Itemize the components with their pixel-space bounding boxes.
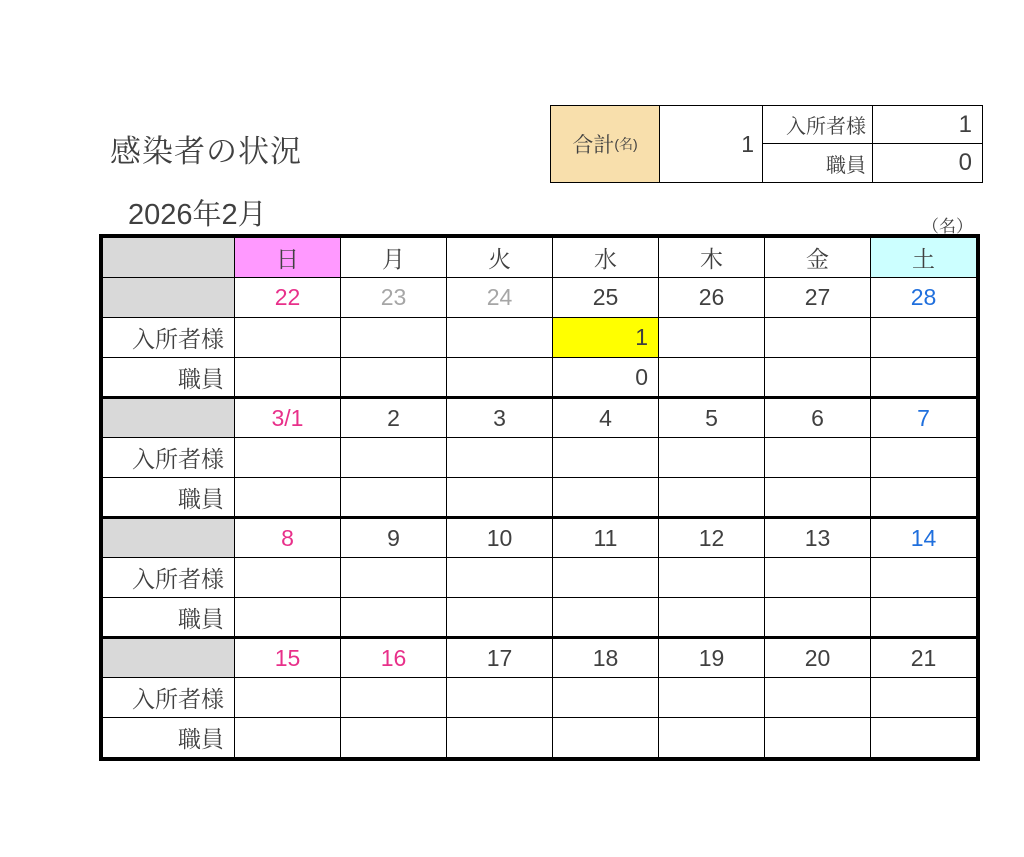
calendar-weekday-header: 日 xyxy=(235,238,341,278)
calendar-residents-row xyxy=(103,438,977,478)
calendar-date-cell[interactable]: 8 xyxy=(235,518,341,558)
calendar-residents-cell[interactable] xyxy=(659,438,765,478)
calendar-residents-cell[interactable] xyxy=(341,678,447,718)
unit-note: （名） xyxy=(922,217,973,236)
calendar-staff-cell[interactable] xyxy=(447,478,553,518)
calendar-residents-row xyxy=(103,678,977,718)
calendar-staff-row-label: 職員 xyxy=(103,478,235,518)
calendar-date-cell[interactable]: 4 xyxy=(553,398,659,438)
calendar-weekday-header: 金 xyxy=(765,238,871,278)
calendar-staff-cell[interactable] xyxy=(341,598,447,638)
calendar-residents-cell[interactable] xyxy=(447,678,553,718)
calendar-residents-cell[interactable] xyxy=(659,318,765,358)
calendar-staff-cell[interactable] xyxy=(341,358,447,398)
summary-row-residents-value: 1 xyxy=(873,105,983,144)
calendar-weekday-header: 水 xyxy=(553,238,659,278)
calendar-date-cell[interactable]: 20 xyxy=(765,638,871,678)
calendar-staff-cell[interactable] xyxy=(871,718,977,758)
calendar-residents-cell[interactable] xyxy=(447,318,553,358)
summary-total-label xyxy=(550,105,660,183)
calendar-date-row xyxy=(103,398,977,438)
calendar-weekday-header: 木 xyxy=(659,238,765,278)
calendar-staff-row xyxy=(103,478,977,518)
calendar-date-row-label xyxy=(103,398,235,438)
calendar-residents-cell[interactable] xyxy=(659,678,765,718)
calendar-residents-row-label: 入所者様 xyxy=(103,678,235,718)
page-subtitle: 2026年2月 xyxy=(128,199,267,231)
summary-total-label-unit: (名) xyxy=(614,136,638,152)
calendar-date-cell[interactable]: 5 xyxy=(659,398,765,438)
calendar-date-row-label xyxy=(103,518,235,558)
calendar-staff-cell[interactable]: 0 xyxy=(553,358,659,398)
calendar-date-cell[interactable]: 10 xyxy=(447,518,553,558)
calendar-date-cell[interactable]: 26 xyxy=(659,278,765,318)
calendar-staff-cell[interactable] xyxy=(235,718,341,758)
calendar-date-cell[interactable]: 3/1 xyxy=(235,398,341,438)
calendar-weekday-header: 月 xyxy=(341,238,447,278)
calendar-date-cell[interactable]: 7 xyxy=(871,398,977,438)
calendar-date-row xyxy=(103,518,977,558)
calendar-residents-cell[interactable] xyxy=(553,438,659,478)
calendar-residents-cell[interactable] xyxy=(341,438,447,478)
calendar-staff-cell[interactable] xyxy=(341,718,447,758)
calendar-date-cell[interactable]: 6 xyxy=(765,398,871,438)
calendar-date-row xyxy=(103,638,977,678)
summary-total-value: 1 xyxy=(660,105,763,183)
calendar-staff-cell[interactable] xyxy=(765,478,871,518)
calendar-residents-cell[interactable] xyxy=(765,318,871,358)
calendar-date-cell[interactable]: 18 xyxy=(553,638,659,678)
calendar-staff-cell[interactable] xyxy=(871,358,977,398)
calendar-date-cell[interactable]: 15 xyxy=(235,638,341,678)
calendar-staff-row xyxy=(103,358,977,398)
calendar-date-cell[interactable]: 11 xyxy=(553,518,659,558)
calendar-date-cell[interactable]: 19 xyxy=(659,638,765,678)
calendar-date-cell[interactable]: 13 xyxy=(765,518,871,558)
calendar-staff-cell[interactable] xyxy=(553,478,659,518)
calendar-date-cell[interactable]: 27 xyxy=(765,278,871,318)
calendar-staff-cell[interactable] xyxy=(341,478,447,518)
calendar-staff-cell[interactable] xyxy=(765,598,871,638)
calendar-residents-cell[interactable] xyxy=(235,678,341,718)
calendar-date-cell[interactable]: 17 xyxy=(447,638,553,678)
calendar-weekday-header: 火 xyxy=(447,238,553,278)
calendar-residents-cell[interactable] xyxy=(341,558,447,598)
calendar-residents-cell[interactable] xyxy=(447,438,553,478)
calendar-residents-cell[interactable] xyxy=(235,318,341,358)
calendar-staff-cell[interactable] xyxy=(235,598,341,638)
summary-row-staff-label: 職員 xyxy=(763,144,873,183)
calendar-staff-cell[interactable] xyxy=(659,358,765,398)
calendar-staff-row-label: 職員 xyxy=(103,598,235,638)
calendar-date-cell[interactable]: 24 xyxy=(447,278,553,318)
calendar-staff-cell[interactable] xyxy=(871,478,977,518)
summary-row-residents-label: 入所者様 xyxy=(763,105,873,144)
calendar-staff-cell[interactable] xyxy=(765,718,871,758)
calendar-staff-cell[interactable] xyxy=(659,718,765,758)
calendar-date-cell[interactable]: 9 xyxy=(341,518,447,558)
calendar-date-cell[interactable]: 28 xyxy=(871,278,977,318)
calendar-date-cell[interactable]: 3 xyxy=(447,398,553,438)
calendar-residents-cell[interactable] xyxy=(765,558,871,598)
summary-row-staff xyxy=(763,144,983,183)
calendar-date-row-label xyxy=(103,278,235,318)
calendar-staff-cell[interactable] xyxy=(659,478,765,518)
calendar-residents-cell[interactable] xyxy=(553,558,659,598)
calendar-residents-row-label: 入所者様 xyxy=(103,438,235,478)
infection-calendar-table xyxy=(102,237,977,758)
page-title: 感染者の状況 xyxy=(110,134,302,169)
calendar-staff-row xyxy=(103,598,977,638)
calendar-residents-row xyxy=(103,318,977,358)
calendar-residents-cell[interactable]: 1 xyxy=(553,318,659,358)
calendar-staff-cell[interactable] xyxy=(765,358,871,398)
summary-row-staff-value: 0 xyxy=(873,144,983,183)
calendar-residents-cell[interactable] xyxy=(235,558,341,598)
calendar-staff-cell[interactable] xyxy=(553,598,659,638)
calendar-date-cell[interactable]: 25 xyxy=(553,278,659,318)
calendar-staff-cell[interactable] xyxy=(553,718,659,758)
calendar-staff-cell[interactable] xyxy=(659,598,765,638)
calendar-residents-cell[interactable] xyxy=(871,558,977,598)
calendar-staff-row-label: 職員 xyxy=(103,358,235,398)
calendar-staff-cell[interactable] xyxy=(235,358,341,398)
calendar-date-cell[interactable]: 22 xyxy=(235,278,341,318)
calendar-weekday-header: 土 xyxy=(871,238,977,278)
calendar-date-cell[interactable]: 2 xyxy=(341,398,447,438)
calendar-residents-cell[interactable] xyxy=(871,318,977,358)
calendar-staff-row xyxy=(103,718,977,758)
calendar-date-cell[interactable]: 21 xyxy=(871,638,977,678)
calendar-residents-cell[interactable] xyxy=(447,558,553,598)
calendar-date-cell[interactable]: 16 xyxy=(341,638,447,678)
calendar-date-cell[interactable]: 23 xyxy=(341,278,447,318)
calendar-staff-cell[interactable] xyxy=(447,598,553,638)
summary-panel xyxy=(550,105,983,183)
calendar-weekday-header-row xyxy=(103,238,977,278)
calendar-residents-cell[interactable] xyxy=(341,318,447,358)
calendar-residents-cell[interactable] xyxy=(765,438,871,478)
calendar-date-cell[interactable]: 12 xyxy=(659,518,765,558)
calendar-date-cell[interactable]: 14 xyxy=(871,518,977,558)
calendar-staff-cell[interactable] xyxy=(447,718,553,758)
summary-total-label-text: 合計 xyxy=(572,134,615,157)
calendar-residents-row-label: 入所者様 xyxy=(103,558,235,598)
calendar-staff-cell[interactable] xyxy=(447,358,553,398)
calendar-residents-cell[interactable] xyxy=(659,558,765,598)
calendar-corner-cell xyxy=(103,238,235,278)
calendar-residents-row-label: 入所者様 xyxy=(103,318,235,358)
calendar-residents-cell[interactable] xyxy=(235,438,341,478)
calendar-residents-row xyxy=(103,558,977,598)
calendar-date-row-label xyxy=(103,638,235,678)
calendar-residents-cell[interactable] xyxy=(765,678,871,718)
calendar-residents-cell[interactable] xyxy=(871,438,977,478)
calendar-staff-row-label: 職員 xyxy=(103,718,235,758)
summary-breakdown xyxy=(763,105,983,183)
calendar-residents-cell[interactable] xyxy=(553,678,659,718)
calendar-residents-cell[interactable] xyxy=(871,678,977,718)
calendar-date-row xyxy=(103,278,977,318)
calendar-staff-cell[interactable] xyxy=(235,478,341,518)
calendar-staff-cell[interactable] xyxy=(871,598,977,638)
summary-row-residents xyxy=(763,105,983,144)
